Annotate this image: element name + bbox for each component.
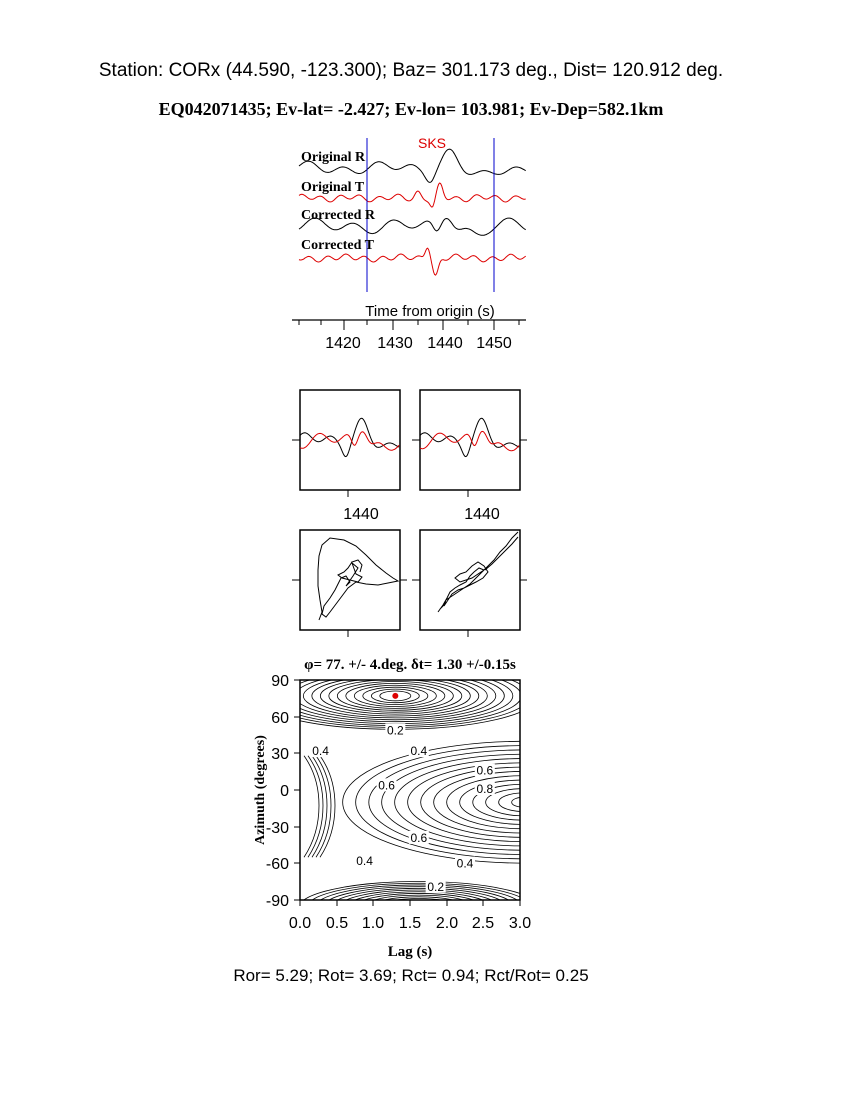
particle-motion-original [292,530,407,637]
overlay-tick-label-right: 1440 [464,506,500,523]
azimuth-tick-label: -30 [265,820,289,837]
event-line: EQ042071435; Ev-lat= -2.427; Ev-lon= 103.981; Ev-Dep=582.1km [158,99,664,119]
time-tick-label: 1420 [325,335,361,352]
azimuth-axis-label: Azimuth (degrees) [253,735,268,845]
contour-line [387,900,451,914]
particle-motion-path [438,532,518,612]
contour-line [408,763,524,842]
contour-label: 0.4 [410,744,428,759]
trace-label-corrected-t: Corrected T [301,238,374,253]
contour-label: 0.8 [476,782,494,796]
contour-line [403,904,435,911]
sks-phase-label: SKS [417,135,447,151]
azimuth-tick-label: 0 [280,783,289,800]
overlay-panel-corrected [412,390,527,497]
contour-title: φ= 77. +/- 4.deg. δt= 1.30 +/-0.15s [304,657,516,673]
trace-label-original-t: Original T [301,180,365,195]
particle-motion-corrected [412,530,527,637]
waveform-panel [292,135,526,352]
overlay-traces [300,418,399,456]
time-tick-label: 1440 [427,335,463,352]
contour-line [320,756,335,857]
contour-label: 0.4 [356,854,373,869]
lag-tick-label: 0.0 [288,915,312,932]
contour-line [512,797,524,807]
particle-motion-path [318,538,398,620]
trace-label-original-r: Original R [301,150,366,165]
azimuth-tick-label: 60 [271,710,289,727]
contour-line [382,754,524,850]
stats-line: Ror= 5.29; Rot= 3.69; Rct= 0.94; Rct/Rot= 0.25 [233,966,589,985]
best-fit-point [392,693,398,699]
panel-frame [420,530,520,630]
contour-y-ticks [294,680,300,900]
lag-tick-label: 3.0 [508,915,532,932]
lag-tick-label: 0.5 [325,915,349,932]
time-axis-label: Time from origin (s) [365,303,495,320]
time-axis-ticks [299,320,519,330]
overlay-tick-label-left: 1440 [343,506,379,523]
lag-tick-label: 1.5 [398,915,422,932]
azimuth-tick-label: 90 [271,673,289,690]
lag-tick-label: 1.0 [361,915,385,932]
azimuth-tick-label: 30 [271,746,289,763]
trace-label-corrected-r: Corrected R [301,208,375,223]
azimuth-tick-label: -90 [265,893,289,910]
contour-label: 0.6 [410,830,428,845]
station-line: Station: CORx (44.590, -123.300); Baz= 301.173 deg., Dist= 120.912 deg. [98,60,724,81]
lag-axis-label: Lag (s) [387,944,433,960]
contour-line [369,750,524,855]
time-tick-label: 1450 [476,335,512,352]
contour-label: 0.6 [476,763,494,778]
contour-plot [252,657,538,960]
overlay-panel-original [292,390,400,497]
contour-label: 0.6 [378,778,395,793]
overlay-traces [420,418,519,456]
time-tick-label: 1430 [377,335,413,352]
contour-lines [252,662,538,933]
contour-label: 0.2 [427,879,445,894]
contour-label: 0.4 [312,744,329,759]
azimuth-tick-label: -60 [265,856,289,873]
contour-x-ticks [300,900,520,906]
contour-label: 0.2 [386,723,404,738]
contour-line [395,902,443,913]
lag-tick-label: 2.0 [435,915,459,932]
lag-tick-label: 2.5 [471,915,495,932]
contour-line [421,767,524,837]
contour-label: 0.4 [456,856,474,871]
